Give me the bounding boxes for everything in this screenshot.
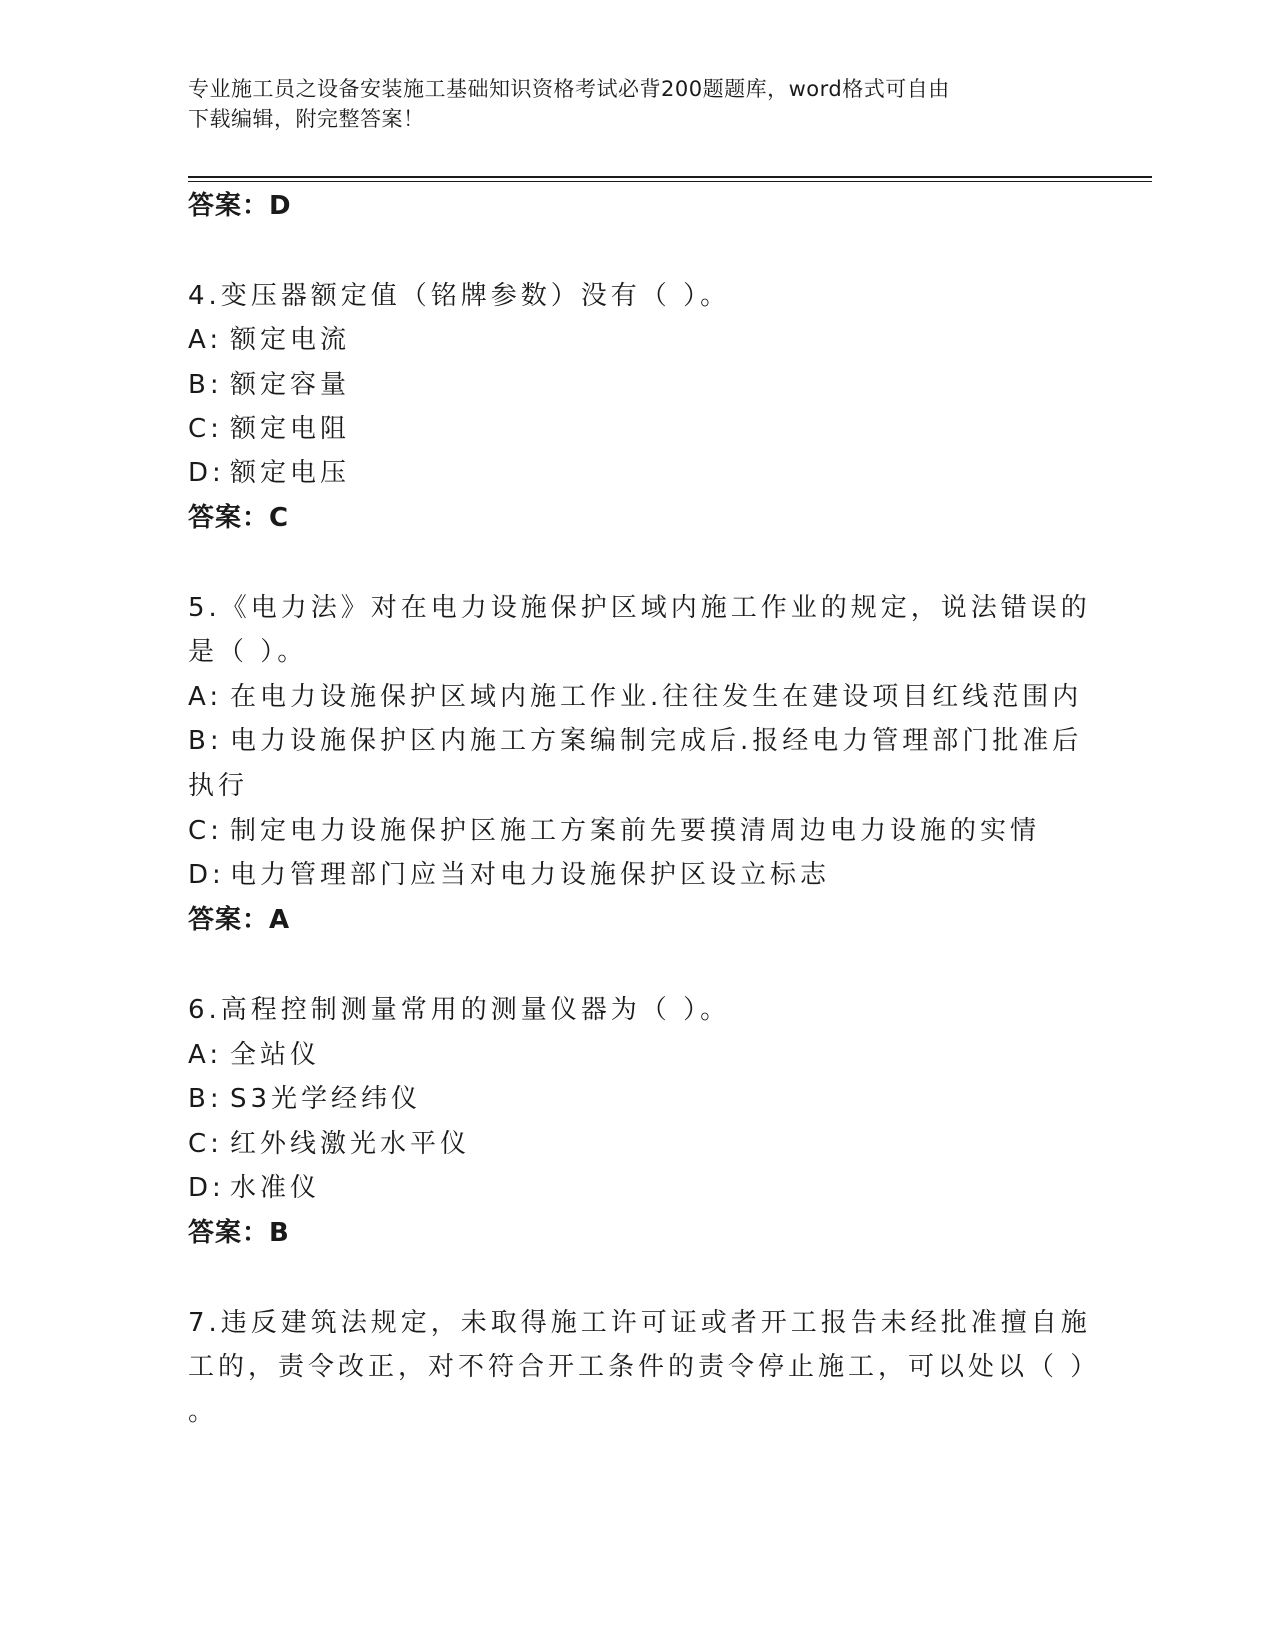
option-text: 制定电力设施保护区施工方案前先要摸清周边电力设施的实情: [230, 816, 1041, 846]
option-text: 水准仪: [230, 1173, 321, 1203]
q6-option-c: [188, 1128, 470, 1160]
header-line-1: 专业施工员之设备安装施工基础知识资格考试必背200题题库，word格式可自由: [188, 77, 950, 101]
option-label: A:: [188, 1040, 223, 1070]
option-label: B:: [188, 726, 223, 756]
option-text: 额定容量: [230, 370, 351, 400]
q6-option-a: [188, 1039, 320, 1071]
header-divider-thick: [188, 176, 1152, 178]
question-4-answer: 答案：C: [188, 503, 290, 533]
option-label: D:: [188, 458, 225, 488]
question-5-stem-line-2: 是（ ）。: [188, 637, 308, 667]
answer-previous: 答案：D: [188, 191, 292, 221]
option-label: B:: [188, 1084, 223, 1114]
question-7-stem-line-1: 7.违反建筑法规定，未取得施工许可证或者开工报告未经批准擅自施: [188, 1308, 1091, 1338]
question-5-stem-line-1: 5.《电力法》对在电力设施保护区域内施工作业的规定，说法错误的: [188, 593, 1091, 623]
option-label: B:: [188, 370, 223, 400]
q5-option-c: [188, 815, 1040, 847]
header-divider-thin: [188, 181, 1152, 182]
option-label: D:: [188, 1173, 225, 1203]
q4-option-d: [188, 457, 350, 489]
question-6-stem: 6.高程控制测量常用的测量仪器为（ ）。: [188, 995, 731, 1025]
q6-option-b: [188, 1083, 421, 1115]
option-text: 电力设施保护区内施工方案编制完成后.报经电力管理部门批准后: [230, 726, 1083, 756]
q5-option-b-continued: 执行: [188, 771, 249, 801]
q5-option-a: [188, 681, 1082, 713]
option-label: D:: [188, 860, 225, 890]
question-4-stem: 4.变压器额定值（铭牌参数）没有（ ）。: [188, 281, 731, 311]
option-label: C:: [188, 414, 223, 444]
option-text: 电力管理部门应当对电力设施保护区设立标志: [230, 860, 831, 890]
option-label: A:: [188, 682, 223, 712]
question-6-answer: 答案：B: [188, 1218, 290, 1248]
header-line-2: 下载编辑，附完整答案！: [188, 107, 425, 131]
option-text: 额定电流: [230, 325, 351, 355]
option-label: C:: [188, 816, 223, 846]
question-7-stem-line-3: 。: [188, 1397, 219, 1427]
q4-option-c: [188, 413, 350, 445]
option-text: 红外线激光水平仪: [230, 1129, 471, 1159]
question-5-answer: 答案：A: [188, 905, 291, 935]
option-text: S3光学经纬仪: [230, 1084, 422, 1114]
option-text: 全站仪: [230, 1040, 321, 1070]
q4-option-b: [188, 369, 350, 401]
option-text: 额定电压: [230, 458, 351, 488]
q4-option-a: [188, 324, 350, 356]
document-header: [188, 74, 1068, 134]
q6-option-d: [188, 1172, 320, 1204]
option-text: 额定电阻: [230, 414, 351, 444]
option-text: 在电力设施保护区域内施工作业.往往发生在建设项目红线范围内: [230, 682, 1083, 712]
option-label: A:: [188, 325, 223, 355]
q5-option-b: [188, 725, 1082, 757]
option-label: C:: [188, 1129, 223, 1159]
q5-option-d: [188, 859, 830, 891]
question-7-stem-line-2: 工的，责令改正，对不符合开工条件的责令停止施工，可以处以（ ）: [188, 1352, 1101, 1382]
